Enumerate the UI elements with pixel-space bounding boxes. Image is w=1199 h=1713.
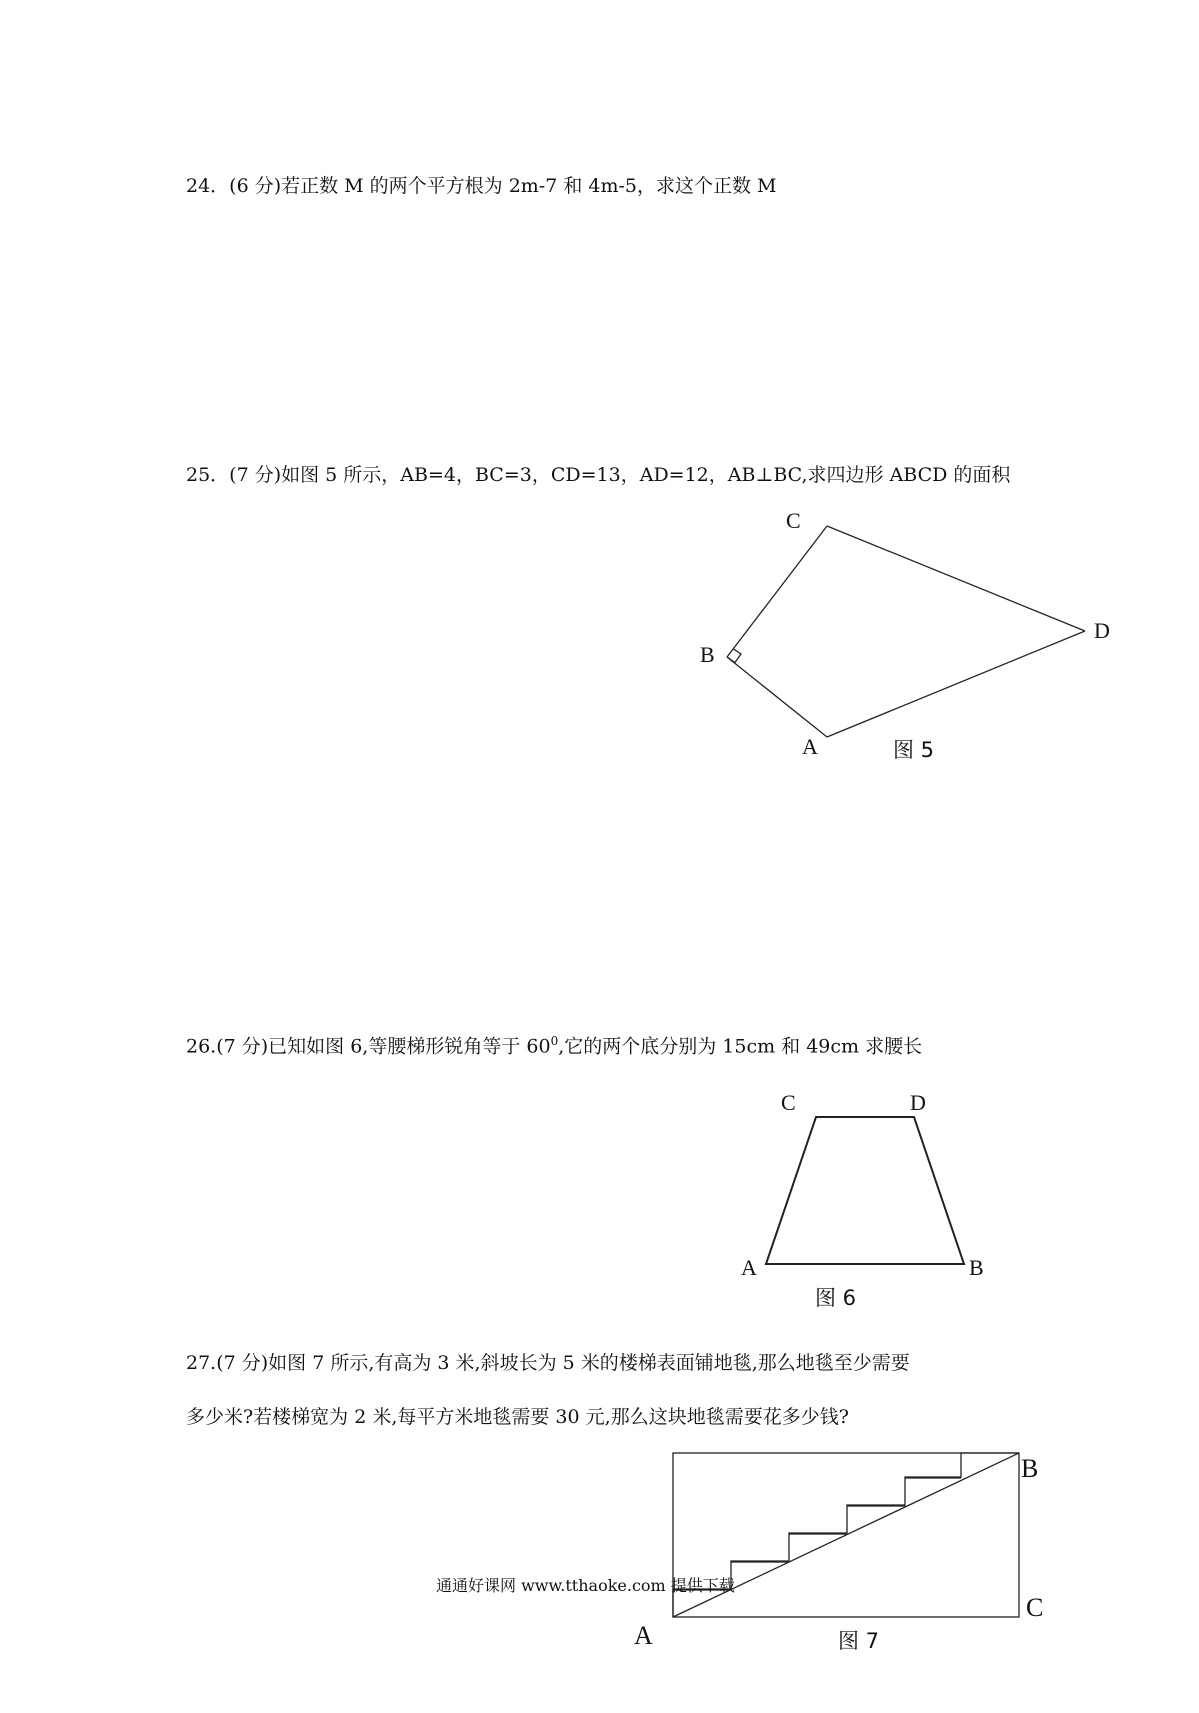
question-24: 24．(6 分)若正数 M 的两个平方根为 2m-7 和 4m-5，求这个正数 M [186, 175, 777, 197]
figure-5-right-angle-mark [727, 649, 741, 663]
figure-5-label-c: C [786, 508, 801, 533]
figure-6-label-d: D [910, 1090, 926, 1115]
footer-watermark: 通通好课网 www.tthaoke.com 提供下载 [436, 1576, 735, 1595]
figure-6-label-b: B [969, 1255, 984, 1280]
figure-5-side-cd [827, 526, 1085, 631]
figure-7-caption: 图 7 [838, 1629, 880, 1653]
figure-5-side-ad [827, 631, 1085, 737]
figure-6-caption: 图 6 [815, 1286, 857, 1310]
figure-6-label-c: C [781, 1090, 796, 1115]
question-26-text-before: 26.(7 分)已知如图 6,等腰梯形锐角等于 60 [186, 1035, 551, 1058]
question-27-line-2: 多少米?若楼梯宽为 2 米,每平方米地毯需要 30 元,那么这块地毯需要花多少钱? [186, 1406, 849, 1428]
figure-5-side-ab [727, 657, 827, 737]
figure-6-trapezoid [766, 1117, 964, 1264]
figure-6-label-a: A [741, 1255, 757, 1280]
figure-7-label-a: A [634, 1621, 653, 1650]
question-25: 25．(7 分)如图 5 所示，AB=4，BC=3，CD=13，AD=12，AB⊥BC,求四边形 ABCD 的面积 [186, 464, 1011, 486]
question-27-line-1: 27.(7 分)如图 7 所示,有高为 3 米,斜坡长为 5 米的楼梯表面铺地毯,那么地毯至少需要 [186, 1352, 910, 1374]
question-26-superscript: 0 [550, 1034, 559, 1048]
figure-5-side-bc [727, 526, 827, 657]
figure-5-caption: 图 5 [893, 738, 935, 762]
figure-5-label-b: B [700, 642, 715, 667]
figure-5-label-d: D [1094, 618, 1110, 643]
figure-7-label-b: B [1021, 1454, 1039, 1483]
figure-5-label-a: A [802, 734, 818, 759]
question-26-text-after: ,它的两个底分别为 15cm 和 49cm 求腰长 [558, 1035, 923, 1058]
figure-5-quadrilateral [727, 526, 1085, 737]
figure-7-label-c: C [1026, 1593, 1044, 1622]
